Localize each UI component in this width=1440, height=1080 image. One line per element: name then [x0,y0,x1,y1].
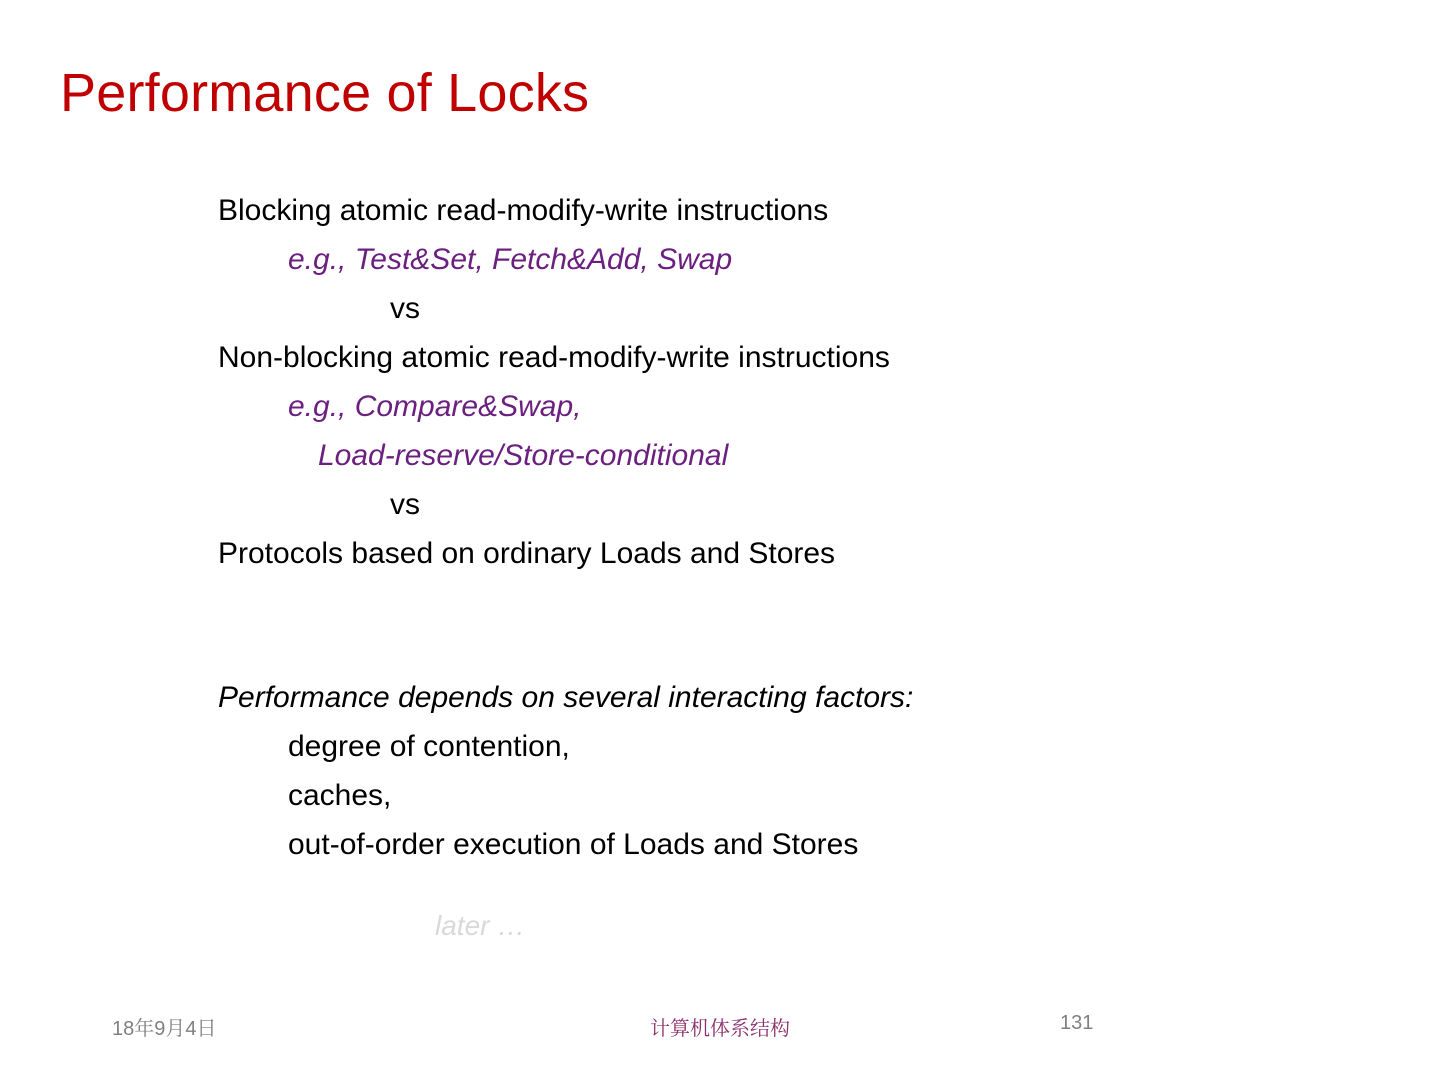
body-line: Blocking atomic read-modify-write instructions [218,194,829,227]
footer-course-title: 计算机体系结构 [650,1018,790,1040]
later-note: later … [435,910,526,941]
slide-footer [0,1012,1440,1052]
body-line: caches, [288,779,392,812]
body-line: Protocols based on ordinary Loads and Stores [218,537,836,570]
footer-date: 18年9月4日 [112,1018,217,1040]
body-line: vs [390,488,420,521]
body-line: Load-reserve/Store-conditional [318,439,729,472]
body-spacer [218,578,1348,673]
body-line: degree of contention, [288,730,570,763]
body-line: Performance depends on several interacting factors: [218,681,914,714]
body-line: vs [390,292,420,325]
body-line: e.g., Compare&Swap, [288,390,582,423]
body-line: Non-blocking atomic read-modify-write instructions [218,341,890,374]
slide-body [218,186,1348,869]
footer-page-number: 131 [1060,1012,1094,1034]
page-title: Performance of Locks [60,63,590,123]
body-line: out-of-order execution of Loads and Stores [288,828,859,861]
body-line: e.g., Test&Set, Fetch&Add, Swap [288,243,733,276]
